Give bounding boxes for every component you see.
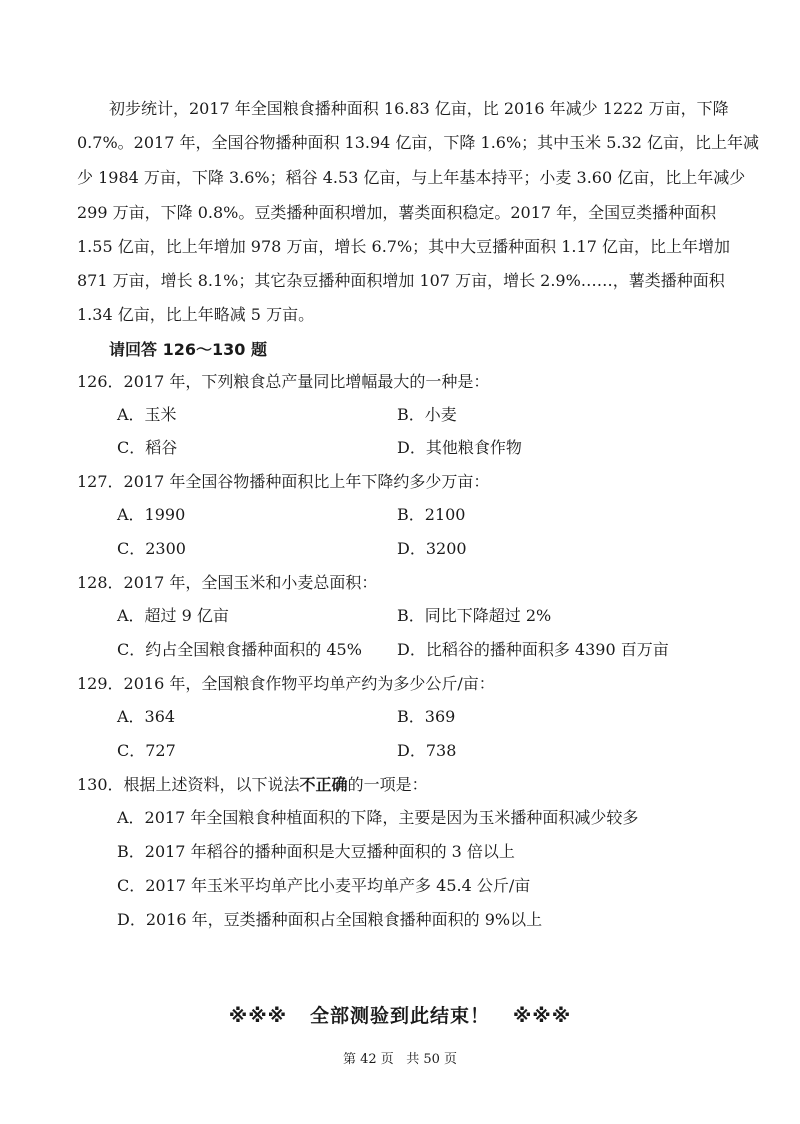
question-130-stem-suffix: 的一项是： bbox=[347, 775, 428, 794]
question-129-stem: 129．2016 年，全国粮食作物平均单产约为多少公斤/亩： bbox=[77, 674, 495, 693]
question-127-option-a: A．1990 bbox=[117, 505, 186, 524]
question-126-option-a: A．玉米 bbox=[117, 405, 177, 424]
passage-line-4: 299 万亩，下降 0.8%。豆类播种面积增加，薯类面积稳定。2017 年，全国豆类播种面积 bbox=[77, 203, 717, 222]
question-129-option-a: A．364 bbox=[117, 707, 176, 726]
question-128-option-d: D．比稻谷的播种面积多 4390 百万亩 bbox=[397, 640, 669, 659]
passage-line-6: 871 万亩，增长 8.1%；其它杂豆播种面积增加 107 万亩，增长 2.9%……，薯类播种面积 bbox=[77, 271, 725, 290]
question-130-option-d: D．2016 年，豆类播种面积占全国粮食播种面积的 9%以上 bbox=[117, 910, 543, 929]
question-129-option-b: B．369 bbox=[397, 707, 456, 726]
page-number-footer: 第 42 页 共 50 页 bbox=[342, 1052, 457, 1067]
question-130-stem-prefix: 130．根据上述资料，以下说法 bbox=[77, 775, 300, 794]
question-130-option-b: B．2017 年稻谷的播种面积是大豆播种面积的 3 倍以上 bbox=[117, 842, 515, 861]
section-heading: 请回答 126～130 题 bbox=[109, 340, 267, 359]
question-129-option-c: C．727 bbox=[117, 741, 176, 760]
passage-line-3: 少 1984 万亩，下降 3.6%；稻谷 4.53 亿亩，与上年基本持平；小麦 3.60 亿亩，比上年减少 bbox=[77, 168, 746, 187]
end-of-test-banner: ※※※ 全部测验到此结束！ ※※※ bbox=[228, 1005, 572, 1027]
question-128-stem: 128．2017 年，全国玉米和小麦总面积： bbox=[77, 573, 378, 592]
question-126-option-d: D．其他粮食作物 bbox=[397, 438, 522, 457]
passage-line-1: 初步统计，2017 年全国粮食播种面积 16.83 亿亩，比 2016 年减少 1222 万亩，下降 bbox=[109, 99, 729, 118]
question-129-option-d: D．738 bbox=[397, 741, 457, 760]
question-128-option-b: B．同比下降超过 2% bbox=[397, 606, 552, 625]
question-127-option-c: C．2300 bbox=[117, 539, 186, 558]
passage-line-2: 0.7%。2017 年，全国谷物播种面积 13.94 亿亩，下降 1.6%；其中玉米 5.32 亿亩，比上年减 bbox=[77, 133, 759, 152]
question-126-stem: 126．2017 年，下列粮食总产量同比增幅最大的一种是： bbox=[77, 372, 490, 391]
passage-line-5: 1.55 亿亩，比上年增加 978 万亩，增长 6.7%；其中大豆播种面积 1.17 亿亩，比上年增加 bbox=[77, 237, 730, 256]
question-126-option-b: B．小麦 bbox=[397, 405, 457, 424]
question-126-option-c: C．稻谷 bbox=[117, 438, 178, 457]
question-128-option-a: A．超过 9 亿亩 bbox=[117, 606, 229, 625]
passage-line-7: 1.34 亿亩，比上年略减 5 万亩。 bbox=[77, 305, 315, 324]
question-130-stem bbox=[77, 775, 428, 795]
question-128-option-c: C．约占全国粮食播种面积的 45% bbox=[117, 640, 362, 659]
question-130-option-a: A．2017 年全国粮食种植面积的下降，主要是因为玉米播种面积减少较多 bbox=[117, 808, 639, 827]
question-130-option-c: C．2017 年玉米平均单产比小麦平均单产多 45.4 公斤/亩 bbox=[117, 876, 531, 895]
question-127-option-d: D．3200 bbox=[397, 539, 467, 558]
question-130-stem-emphasis: 不正确 bbox=[299, 775, 348, 794]
question-127-stem: 127．2017 年全国谷物播种面积比上年下降约多少万亩： bbox=[77, 472, 490, 491]
question-127-option-b: B．2100 bbox=[397, 505, 466, 524]
